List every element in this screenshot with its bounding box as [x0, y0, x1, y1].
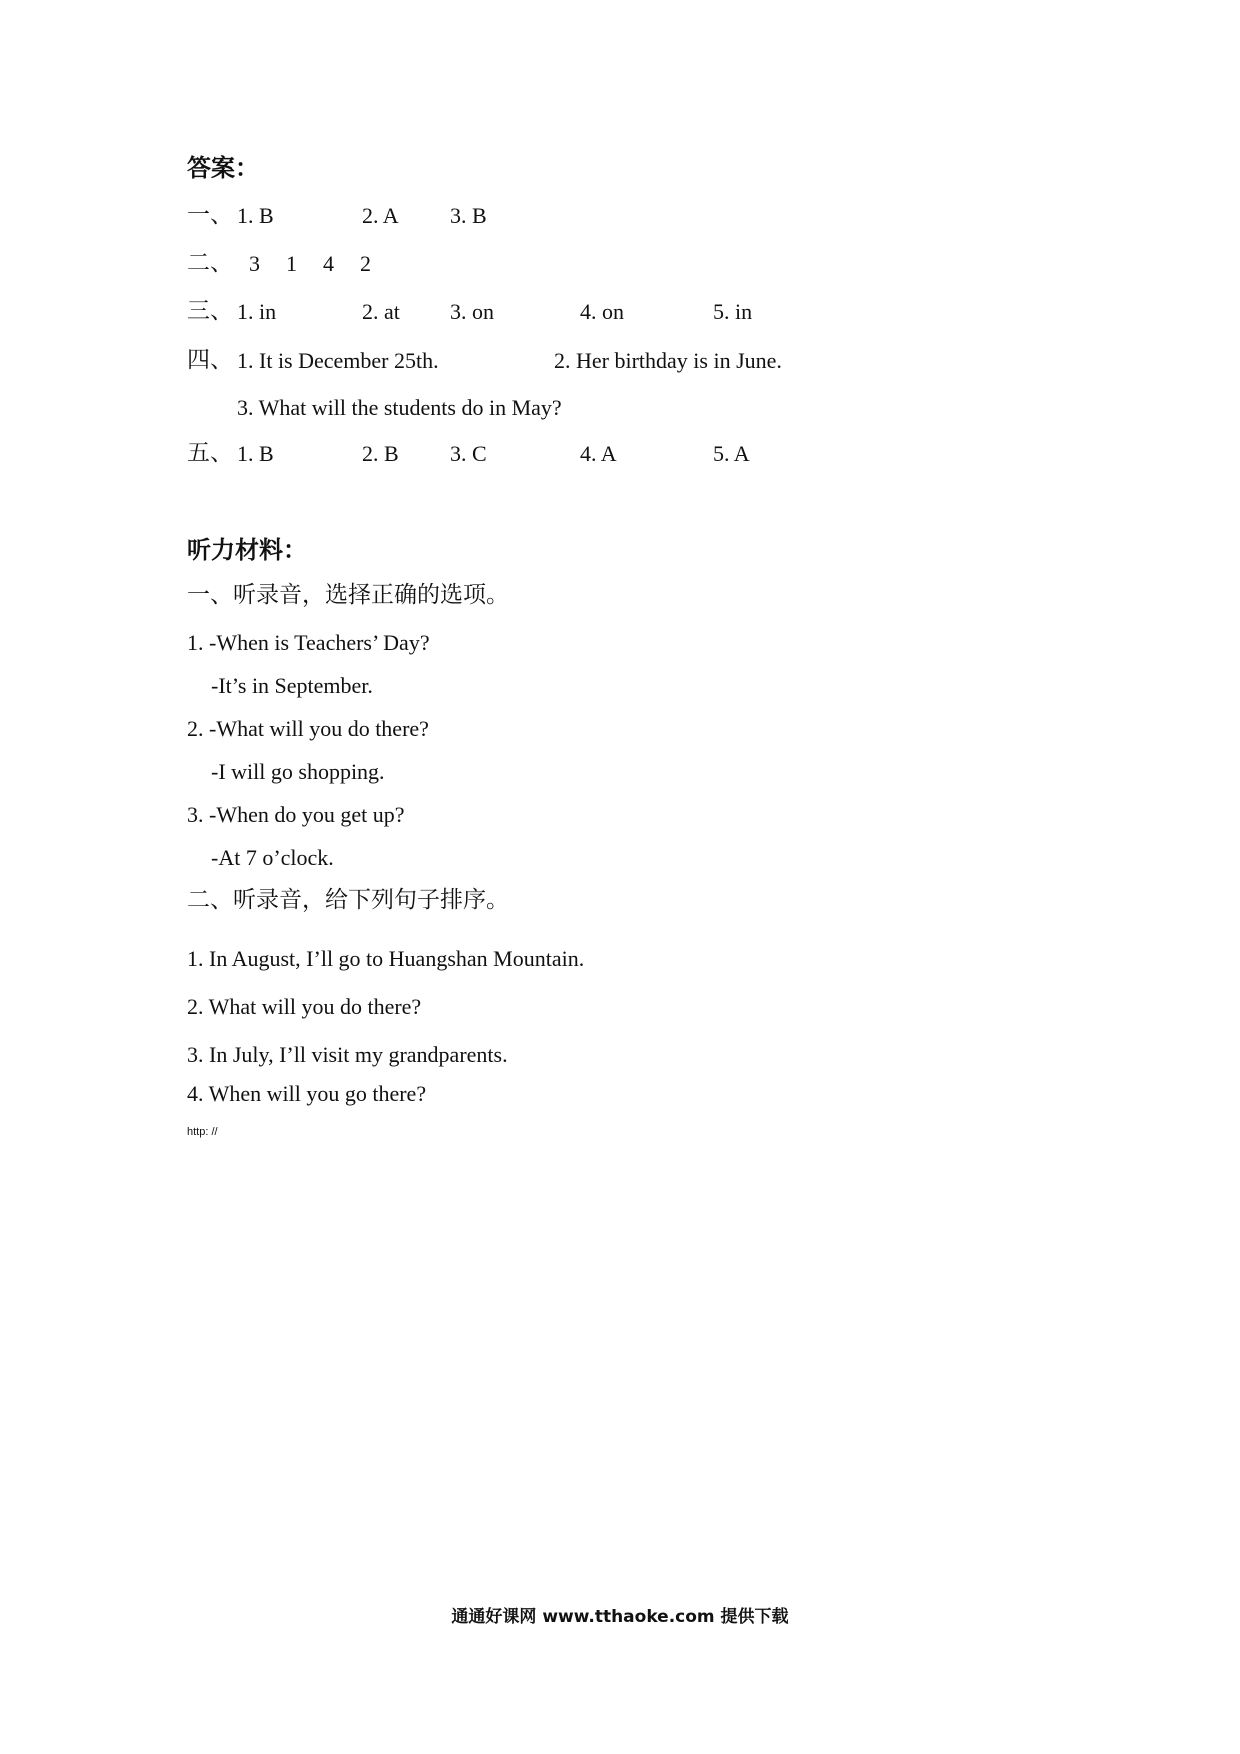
answers-heading: 答案： [187, 154, 259, 182]
listening-part-1-title: 一、听录音，选择正确的选项。 [187, 582, 509, 608]
page-footer: 通通好课网 www.tthaoke.com 提供下载 [451, 1607, 789, 1627]
answer-item: 1. B [237, 203, 274, 228]
answer-item: 2. at [362, 299, 400, 324]
answer-item: 3. C [450, 441, 487, 466]
listening-line: 3. In July, I’ll visit my grandparents. [187, 1042, 508, 1067]
answer-item: 2. Her birthday is in June. [554, 348, 782, 373]
answer-section-1-marker: 一、 [187, 202, 233, 228]
listening-line: -At 7 o’clock. [211, 845, 334, 870]
answer-item: 2. A [362, 203, 399, 228]
answer-item: 1. It is December 25th. [237, 348, 439, 373]
answer-item: 3. on [450, 299, 494, 324]
listening-line: 3. -When do you get up? [187, 802, 405, 827]
listening-heading: 听力材料： [187, 536, 307, 564]
answer-item: 5. in [713, 299, 753, 324]
answer-section-3-marker: 三、 [187, 298, 233, 324]
listening-line: 1. In August, I’ll go to Huangshan Mountain. [187, 946, 585, 971]
answer-item: 5. A [713, 441, 750, 466]
listening-line: 2. What will you do there? [187, 994, 422, 1019]
answer-item: 4. on [580, 299, 624, 324]
answer-item: 3 [249, 251, 260, 276]
listening-line: 1. -When is Teachers’ Day? [187, 630, 430, 655]
answer-item: 2. B [362, 441, 399, 466]
listening-line: 4. When will you go there? [187, 1081, 427, 1106]
answer-item: 2 [360, 251, 371, 276]
answer-item: 1. in [237, 299, 277, 324]
listening-line: 2. -What will you do there? [187, 716, 429, 741]
listening-line: -I will go shopping. [211, 759, 385, 784]
listening-part-2-title: 二、听录音，给下列句子排序。 [187, 887, 509, 913]
answer-section-2-marker: 二、 [187, 250, 233, 276]
answer-item: 1. B [237, 441, 274, 466]
answer-section-4-marker: 四、 [187, 347, 233, 373]
answer-item: 1 [286, 251, 297, 276]
answer-section-5-marker: 五、 [187, 440, 233, 466]
answer-item: 4. A [580, 441, 617, 466]
answer-item: 3. B [450, 203, 487, 228]
answer-item: 3. What will the students do in May? [237, 395, 562, 420]
answer-item: 4 [323, 251, 334, 276]
url-note: http: // [187, 1126, 218, 1138]
listening-line: -It’s in September. [211, 673, 373, 698]
